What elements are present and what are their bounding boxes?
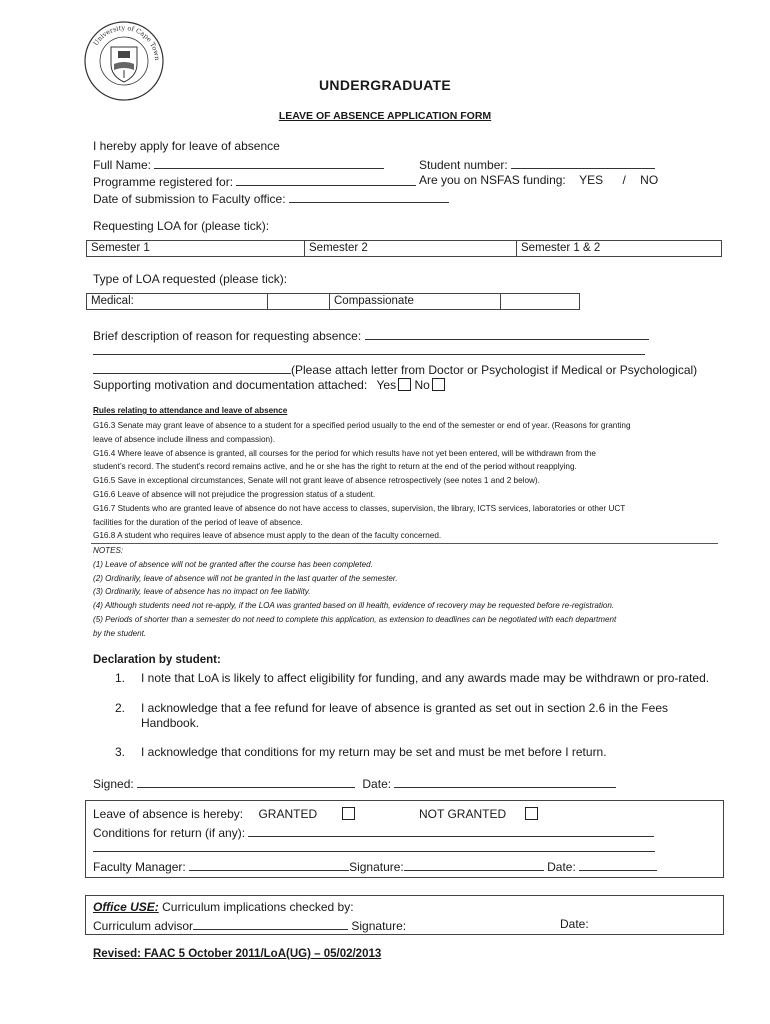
- advisor-label: Curriculum advisor: [93, 919, 194, 933]
- granted-label: GRANTED: [258, 807, 318, 821]
- loa-type-compassionate-tick[interactable]: [501, 294, 580, 310]
- supporting-no-checkbox[interactable]: [432, 378, 445, 391]
- submission-row: [93, 190, 449, 207]
- manager-row: [93, 858, 657, 875]
- loa-for-table: [86, 240, 722, 257]
- conditions-label: Conditions for return (if any):: [93, 826, 246, 840]
- conditions-field-line-1[interactable]: [248, 824, 654, 837]
- rule-line: student’s record. The student’s record remains active, and he or she has the right to return at the end of the period without reapplying.: [93, 462, 577, 472]
- rule-line: G16.4 Where leave of absence is granted, all courses for the period for which results have not yet been entered, will be withdrawn from the: [93, 448, 596, 458]
- office-use-label: Office USE:: [93, 900, 159, 914]
- note-line: (1) Leave of absence will not be granted after the course has been completed.: [93, 559, 373, 569]
- rule-line: G16.5 Save in exceptional circumstances, Senate will not grant leave of absence retrospectively (see notes 1 and 2 below).: [93, 476, 540, 486]
- submission-date-field[interactable]: [289, 190, 449, 203]
- full-name-row: [93, 156, 384, 173]
- rule-line: G16.6 Leave of absence will not prejudice the progression status of a student.: [93, 489, 376, 499]
- supporting-yes-checkbox[interactable]: [398, 378, 411, 391]
- loa-type-medical-tick[interactable]: [268, 294, 330, 310]
- reason-label: Brief description of reason for requesting absence:: [93, 329, 362, 343]
- nsfas-label: Are you on NSFAS funding:: [419, 173, 566, 187]
- signed-field[interactable]: [137, 775, 355, 788]
- loa-type-compassionate: Compassionate: [330, 294, 501, 310]
- note-line: by the student.: [93, 628, 147, 638]
- note-line: (4) Although students need not re-apply, if the LOA was granted based on ill health, evidence of recovery may be requested before re-registration.: [93, 601, 615, 611]
- programme-label: Programme registered for:: [93, 175, 234, 189]
- signed-row: [93, 775, 616, 792]
- loa-for-label: Requesting LOA for (please tick):: [93, 219, 270, 233]
- supporting-row: [93, 378, 445, 393]
- loa-type-table: [86, 293, 580, 310]
- student-number-label: Student number:: [419, 158, 508, 172]
- form-subtitle: LEAVE OF ABSENCE APPLICATION FORM: [278, 110, 492, 122]
- manager-label: Faculty Manager:: [93, 860, 186, 874]
- note-line: (3) Ordinarily, leave of absence has no impact on fee liability.: [93, 587, 311, 597]
- supporting-label: Supporting motivation and documentation attached:: [93, 378, 368, 392]
- svg-text:University of Cape Town: University of Cape Town: [91, 23, 162, 61]
- full-name-field[interactable]: [154, 156, 384, 169]
- reason-field-line-2[interactable]: [93, 354, 645, 355]
- declaration-item-2-cont: Handbook.: [141, 716, 200, 730]
- manager-signature-label: Signature:: [349, 860, 404, 874]
- note-line: (2) Ordinarily, leave of absence will not be granted in the last quarter of the semester.: [93, 573, 398, 583]
- rule-line: G16.7 Students who are granted leave of absence do not have access to classes, supervision, the library, ICTS services, laboratories or other UCT: [93, 503, 626, 513]
- not-granted-row: [419, 807, 538, 822]
- notes-block: [93, 544, 723, 641]
- nsfas-row: [419, 173, 658, 188]
- reason-field-line-3[interactable]: [93, 361, 291, 374]
- rules-heading: Rules relating to attendance and leave of absence: [93, 406, 288, 415]
- student-number-row: [419, 156, 655, 173]
- advisor-row: [93, 917, 406, 934]
- loa-option-semester-2[interactable]: Semester 2: [305, 241, 517, 257]
- supporting-yes-label: Yes: [376, 378, 397, 392]
- not-granted-checkbox[interactable]: [525, 807, 538, 820]
- conditions-field-line-2[interactable]: [93, 851, 655, 852]
- rule-line: G16.8 A student who requires leave of absence must apply to the dean of the faculty concerned.: [93, 531, 442, 541]
- nsfas-no-option[interactable]: NO: [640, 173, 659, 187]
- student-number-field[interactable]: [511, 156, 655, 169]
- manager-date-field[interactable]: [579, 858, 657, 871]
- advisor-field[interactable]: [193, 917, 348, 930]
- submission-label: Date of submission to Faculty office:: [93, 192, 286, 206]
- loa-type-label: Type of LOA requested (please tick):: [93, 272, 288, 286]
- office-row: [93, 900, 354, 915]
- advisor-signature-label: Signature:: [351, 919, 407, 933]
- manager-field[interactable]: [189, 858, 349, 871]
- notes-heading: NOTES:: [93, 546, 124, 555]
- reason-field-line-1[interactable]: [365, 327, 649, 340]
- signed-date-field[interactable]: [394, 775, 616, 788]
- programme-row: [93, 173, 416, 190]
- implications-label: Curriculum implications checked by:: [162, 900, 354, 914]
- signed-date-label: Date:: [362, 777, 392, 791]
- signed-label: Signed:: [93, 777, 134, 791]
- rule-line: leave of absence include illness and compassion).: [93, 434, 276, 444]
- declaration-heading: Declaration by student:: [93, 654, 221, 666]
- revised-footer: Revised: FAAC 5 October 2011/LoA(UG) – 05/02/2013: [93, 948, 382, 960]
- reason-row: [93, 327, 649, 344]
- loa-option-semester-both[interactable]: Semester 1 & 2: [517, 241, 722, 257]
- granted-checkbox[interactable]: [342, 807, 355, 820]
- programme-field[interactable]: [236, 173, 416, 186]
- nsfas-yes-option[interactable]: YES: [579, 173, 604, 187]
- reason-line-3-row: [93, 361, 697, 378]
- supporting-no-label: No: [414, 378, 430, 392]
- advisor-date-label: Date:: [560, 917, 589, 931]
- loa-type-medical: Medical:: [87, 294, 268, 310]
- rule-line: G16.3 Senate may grant leave of absence to a student for a specified period usually to the end of the semester or end of year. (Reasons for granting: [93, 421, 631, 430]
- declaration-item-3: 3. I acknowledge that conditions for my return may be set and must be met before I return.: [115, 745, 607, 759]
- declaration-item-2: 2. I acknowledge that a fee refund for leave of absence is granted as set out in section 2.6 in the Fees: [115, 701, 668, 715]
- declaration-item-1: 1. I note that LoA is likely to affect eligibility for funding, and any awards made may be withdrawn or pro-rated.: [115, 671, 710, 685]
- full-name-label: Full Name:: [93, 158, 152, 172]
- note-line: (5) Periods of shorter than a semester do not need to complete this application, as extension to deadlines can be negotiated with each department: [93, 614, 617, 624]
- rules-body: [93, 419, 723, 543]
- loa-option-semester-1[interactable]: Semester 1: [87, 241, 305, 257]
- not-granted-label: NOT GRANTED: [419, 807, 507, 821]
- hereby-label: Leave of absence is hereby:: [93, 807, 244, 821]
- nsfas-separator: /: [622, 173, 626, 187]
- manager-signature-field[interactable]: [404, 858, 544, 871]
- page-title: UNDERGRADUATE: [319, 77, 451, 93]
- attach-note: (Please attach letter from Doctor or Psychologist if Medical or Psychological): [291, 363, 698, 377]
- intro-text: I hereby apply for leave of absence: [93, 139, 280, 153]
- manager-date-label: Date:: [547, 860, 576, 874]
- hereby-row: [93, 807, 355, 822]
- rule-line: facilities for the duration of the period of leave of absence.: [93, 517, 303, 527]
- conditions-row: [93, 824, 654, 841]
